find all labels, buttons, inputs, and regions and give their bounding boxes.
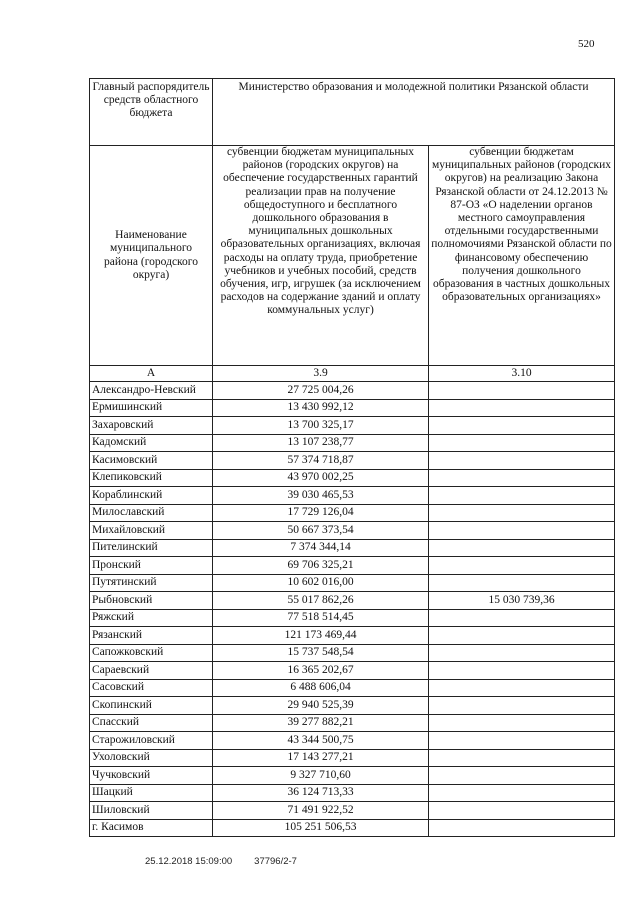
value-3-10 — [429, 767, 615, 785]
footer — [145, 856, 297, 867]
table-row — [90, 382, 615, 400]
value-3-9: 39 277 882,21 — [213, 714, 429, 732]
table-row — [90, 452, 615, 470]
district-name: Шацкий — [90, 784, 213, 802]
value-3-9: 27 725 004,26 — [213, 382, 429, 400]
table-row — [90, 662, 615, 680]
header-row-distributor — [90, 79, 615, 146]
district-name: Пронский — [90, 557, 213, 575]
value-3-9: 121 173 469,44 — [213, 627, 429, 645]
header-row-descriptions — [90, 146, 615, 366]
district-name: Кораблинский — [90, 487, 213, 505]
value-3-10 — [429, 662, 615, 680]
table-row — [90, 644, 615, 662]
table-row — [90, 679, 615, 697]
table-row — [90, 627, 615, 645]
value-3-9: 6 488 606,04 — [213, 679, 429, 697]
value-3-10 — [429, 382, 615, 400]
district-name: Сараевский — [90, 662, 213, 680]
value-3-10 — [429, 609, 615, 627]
district-name: Касимовский — [90, 452, 213, 470]
value-3-9: 13 700 325,17 — [213, 417, 429, 435]
value-3-9: 105 251 506,53 — [213, 819, 429, 837]
value-3-9: 29 940 525,39 — [213, 697, 429, 715]
value-3-9: 13 430 992,12 — [213, 399, 429, 417]
value-3-10 — [429, 504, 615, 522]
district-name: Скопинский — [90, 697, 213, 715]
table-row — [90, 469, 615, 487]
value-3-9: 43 970 002,25 — [213, 469, 429, 487]
table-row — [90, 714, 615, 732]
value-3-10 — [429, 522, 615, 540]
district-name: Шиловский — [90, 802, 213, 820]
district-name: Спасский — [90, 714, 213, 732]
value-3-9: 39 030 465,53 — [213, 487, 429, 505]
value-3-10 — [429, 714, 615, 732]
value-3-9: 77 518 514,45 — [213, 609, 429, 627]
value-3-9: 57 374 718,87 — [213, 452, 429, 470]
district-name: Рязанский — [90, 627, 213, 645]
value-3-10 — [429, 399, 615, 417]
district-name: Милославский — [90, 504, 213, 522]
table-row — [90, 749, 615, 767]
district-name: Кадомский — [90, 434, 213, 452]
column-number-row — [90, 366, 615, 382]
value-3-10 — [429, 732, 615, 750]
value-3-10: 15 030 739,36 — [429, 592, 615, 610]
column-3-9-label: 3.9 — [213, 366, 429, 382]
district-name: Ермишинский — [90, 399, 213, 417]
value-3-10 — [429, 539, 615, 557]
budget-table — [89, 78, 615, 837]
district-name: Ухоловский — [90, 749, 213, 767]
value-3-9: 71 491 922,52 — [213, 802, 429, 820]
value-3-9: 16 365 202,67 — [213, 662, 429, 680]
value-3-9: 9 327 710,60 — [213, 767, 429, 785]
footer-timestamp: 25.12.2018 15:09:00 — [145, 856, 233, 867]
value-3-10 — [429, 819, 615, 837]
district-name: Сасовский — [90, 679, 213, 697]
district-name: Ряжский — [90, 609, 213, 627]
table-row — [90, 609, 615, 627]
value-3-9: 36 124 713,33 — [213, 784, 429, 802]
district-name: Старожиловский — [90, 732, 213, 750]
district-name: Сапожковский — [90, 644, 213, 662]
value-3-10 — [429, 469, 615, 487]
district-name: Путятинский — [90, 574, 213, 592]
district-name: Пителинский — [90, 539, 213, 557]
value-3-10 — [429, 679, 615, 697]
district-name: Александро-Невский — [90, 382, 213, 400]
value-3-10 — [429, 802, 615, 820]
value-3-10 — [429, 784, 615, 802]
column-3-10-label: 3.10 — [429, 366, 615, 382]
value-3-10 — [429, 644, 615, 662]
table-row — [90, 399, 615, 417]
value-3-10 — [429, 574, 615, 592]
value-3-9: 43 344 500,75 — [213, 732, 429, 750]
table-row — [90, 417, 615, 435]
table-row — [90, 539, 615, 557]
value-3-9: 17 143 277,21 — [213, 749, 429, 767]
district-name: г. Касимов — [90, 819, 213, 837]
column-3-10-description: субвенции бюджетам муниципальных районов (городских округов) на реализацию Закона Рязанской области от 24.12.2013 № 87-ОЗ «О наделении органов местного самоуправления отдельными государственными полномочиями Рязанской области по финансовому обеспечению получения дошкольного образования в частных дошкольных образовательных организациях» — [429, 146, 615, 366]
table-row — [90, 802, 615, 820]
table-row — [90, 767, 615, 785]
column-3-9-description: субвенции бюджетам муниципальных районов (городских округов) на обеспечение государственных гарантий реализации прав на получение общедоступного и бесплатного дошкольного образования в муниципальных дошкольных образовательных организациях, включая расходы на оплату труда, приобретение учебников и учебных пособий, средств обучения, игр, игрушек (за исключением расходов на содержание зданий и оплату коммунальных услуг) — [213, 146, 429, 366]
value-3-10 — [429, 557, 615, 575]
value-3-9: 55 017 862,26 — [213, 592, 429, 610]
table-row — [90, 487, 615, 505]
value-3-9: 15 737 548,54 — [213, 644, 429, 662]
ministry-name: Министерство образования и молодежной политики Рязанской области — [213, 79, 615, 146]
district-label: Наименование муниципального района (городского округа) — [90, 146, 213, 366]
table-row — [90, 557, 615, 575]
table-row — [90, 434, 615, 452]
value-3-10 — [429, 434, 615, 452]
table-row — [90, 522, 615, 540]
value-3-9: 7 374 344,14 — [213, 539, 429, 557]
value-3-10 — [429, 452, 615, 470]
district-name: Чучковский — [90, 767, 213, 785]
table-row — [90, 504, 615, 522]
table-row — [90, 592, 615, 610]
page-number: 520 — [578, 38, 595, 50]
value-3-9: 17 729 126,04 — [213, 504, 429, 522]
value-3-9: 50 667 373,54 — [213, 522, 429, 540]
table-row — [90, 819, 615, 837]
value-3-10 — [429, 417, 615, 435]
district-name: Михайловский — [90, 522, 213, 540]
value-3-10 — [429, 697, 615, 715]
district-name: Захаровский — [90, 417, 213, 435]
district-name: Рыбновский — [90, 592, 213, 610]
table-row — [90, 732, 615, 750]
table-row — [90, 784, 615, 802]
value-3-10 — [429, 627, 615, 645]
column-a-label: А — [90, 366, 213, 382]
value-3-10 — [429, 749, 615, 767]
district-name: Клепиковский — [90, 469, 213, 487]
value-3-9: 69 706 325,21 — [213, 557, 429, 575]
table-row — [90, 574, 615, 592]
table-row — [90, 697, 615, 715]
distributor-label: Главный распорядитель средств областного бюджета — [90, 79, 213, 146]
value-3-9: 10 602 016,00 — [213, 574, 429, 592]
footer-doc-code: 37796/2-7 — [254, 856, 297, 867]
value-3-10 — [429, 487, 615, 505]
value-3-9: 13 107 238,77 — [213, 434, 429, 452]
